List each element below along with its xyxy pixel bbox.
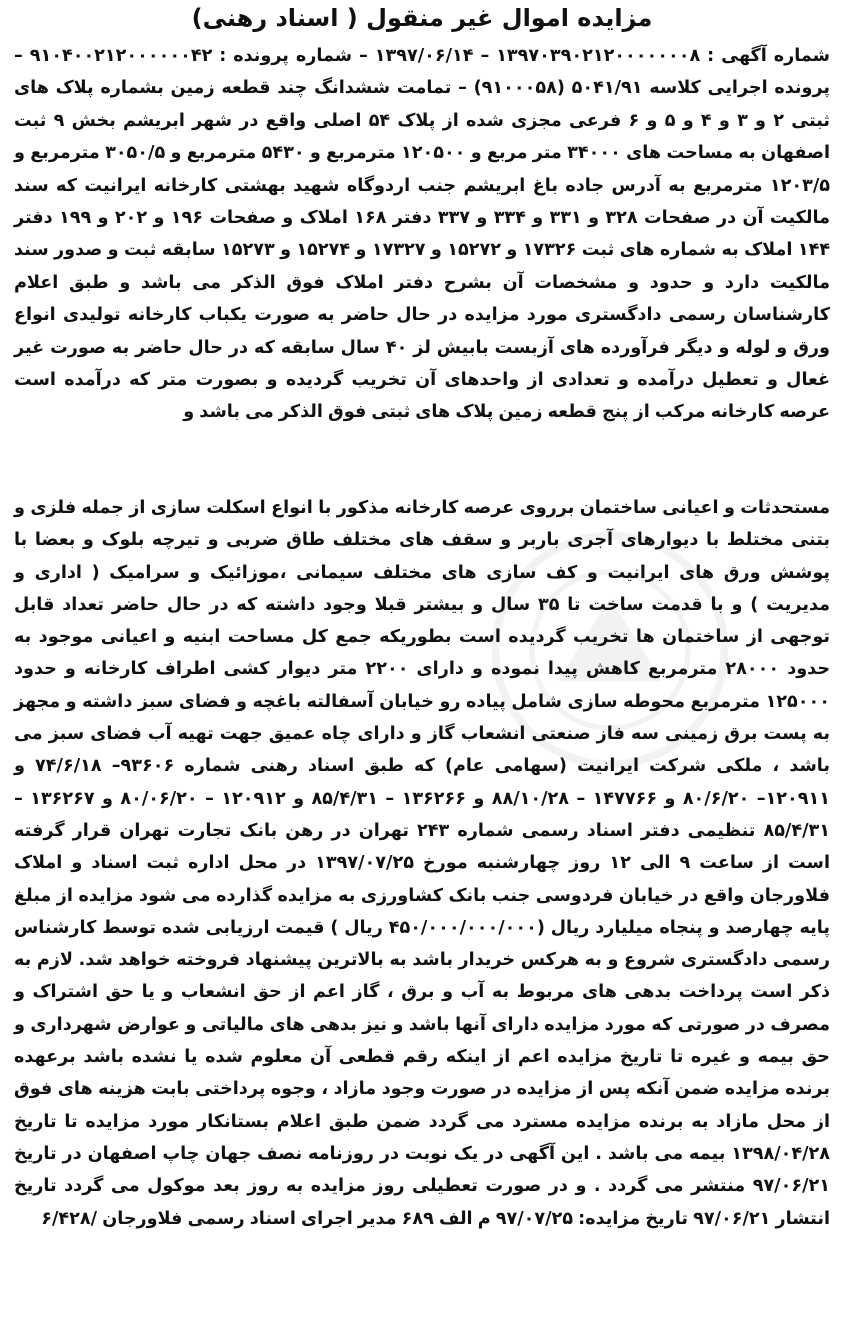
announcement-paragraph-1: شماره آگهی : ۱۳۹۷۰۳۹۰۲۱۲۰۰۰۰۰۰۰۸ – ۱۳۹۷/۰۶/۱۴ – شماره پرونده : ۹۱۰۴۰۰۲۱۲۰۰۰۰۰۰۴۲ – پرونده اجرایی کلاسه ۵۰۴۱/۹۱ (۹۱۰۰۰۵۸) – تمامت ششدانگ چند قطعه زمین بشماره پلاک های ثبتی ۲ و ۳ و ۴ و ۵ و ۶ فرعی مجزی شده از پلاک ۵۴ اصلی واقع در شهر ابریشم بخش ۹ ثبت اصفهان به مساحت های ۳۴۰۰۰ متر مربع و ۱۲۰۵۰۰ مترمربع و ۵۴۳۰ مترمربع و ۳۰۵۰/۵ مترمربع و ۱۲۰۳/۵ مترمربع به آدرس جاده باغ ابریشم جنب اردوگاه شهید بهشتی کارخانه ایرانیت که سند مالکیت آن در صفحات ۳۲۸ و ۳۳۱ و ۳۳۴ و ۳۳۷ دفتر ۱۶۸ املاک و صفحات ۱۹۶ و ۲۰۲ و ۱۹۹ دفتر ۱۴۴ املاک به شماره های ثبت ۱۷۳۲۶ و ۱۵۲۷۲ و ۱۷۳۲۷ و ۱۵۲۷۴ و ۱۵۲۷۳ سابقه ثبت و صدور سند مالکیت دارد و حدود و مشخصات آن بشرح دفتر املاک فوق الذکر می باشد و طبق اعلام کارشناسان رسمی دادگستری مورد مزایده در حال حاضر به صورت یکباب کارخانه تولیدی انواع ورق و لوله و دیگر فرآورده های آزبست بابیش لز ۴۰ سال سابقه که در حال حاضر به صورت غیر غعال و تعطیل درآمده و تعدادی از واحدهای آن تخریب گردیده و بصورت متر که درآمده است عرصه کارخانه مرکب از پنج قطعه زمین پلاک های ثبتی فوق الذکر می باشد و: [14, 46, 831, 423]
announcement-paragraph-2: مستحدثات و اعیانی ساختمان برروی عرصه کارخانه مذکور با انواع اسکلت سازی از جمله فلزی و بتنی مختلط با دیوارهای آجری باربر و سقف های مختلف طاق ضربی و تیرچه بلوک و بعضا با پوشش ورق های ایرانیت و کف سازی های مختلف سیمانی ،موزائیک و سرامیک ( اداری و مدیریت ) و با قدمت ساخت تا ۳۵ سال و بیشتر قبلا وجود داشته که در حال حاضر تعداد قابل توجهی از ساختمان ها تخریب گردیده است بطوریکه جمع کل مساحت ابنیه و اعیانی موجود به حدود ۲۸۰۰۰ مترمربع کاهش پیدا نموده و دارای ۲۲۰۰ متر دیوار کشی اطراف کارخانه و حدود ۱۲۵۰۰۰ مترمربع محوطه سازی شامل پیاده رو خیابان آسفالته باغچه و فضای سبز داشته و مجهز به پست برق زمینی سه فاز صنعتی انشعاب گاز و دارای چاه عمیق جهت تهیه آب فضای سبز می باشد ، ملکی شرکت ایرانیت (سهامی عام) که طبق اسناد رهنی شماره ۹۳۶۰۶– ۷۴/۶/۱۸ و ۱۲۰۹۱۱– ۸۰/۶/۲۰ و ۱۴۷۷۶۶ – ۸۸/۱۰/۲۸ و ۱۳۶۲۶۶ – ۸۵/۴/۳۱ و ۱۲۰۹۱۲ – ۸۰/۰۶/۲۰ و ۱۳۶۲۶۷ – ۸۵/۴/۳۱ تنظیمی دفتر اسناد رسمی شماره ۲۴۳ تهران در رهن بانک تجارت تهران قرار گرفته است از ساعت ۹ الی ۱۲ روز چهارشنبه مورخ ۱۳۹۷/۰۷/۲۵ در محل اداره ثبت اسناد و املاک فلاورجان واقع در خیابان فردوسی جنب بانک کشاورزی به مزایده گذارده می شود مزایده از مبلغ پایه چهارصد و پنجاه میلیارد ریال (۴۵۰/۰۰۰/۰۰۰/۰۰۰ ریال ) قیمت ارزیابی شده توسط کارشناس رسمی دادگستری شروع و به هرکس خریدار باشد به بالاترین پیشنهاد فروخته خواهد شد. لازم به ذکر است پرداخت بدهی های مربوط به آب و برق ، گاز اعم از حق انشعاب و یا حق اشتراک و مصرف در صورتی که مورد مزایده دارای آنها باشد و نیز بدهی های مالیاتی و عوارض شهرداری و حق بیمه و غیره تا تاریخ مزایده اعم از اینکه رقم قطعی آن معلوم شده یا نشده باشد برعهده برنده مزایده ضمن آنکه پس از مزایده در صورت وجود مازاد ، وجوه پرداختی بابت هزینه های فوق از محل مازاد به برنده مزایده مسترد می گردد ضمن طبق اعلام بستانکار مورد مزایده تا تاریخ ۱۳۹۸/۰۴/۲۸ بیمه می باشد . این آگهی در یک نوبت در روزنامه نصف جهان چاپ اصفهان در تاریخ ۹۷/۰۶/۲۱ منتشر می گردد . و در صورت تعطیلی روز مزایده به روز بعد موکول می گردد تاریخ انتشار ۹۷/۰۶/۲۱ تاریخ مزایده: ۹۷/۰۷/۲۵ م الف ۶۸۹ مدیر اجرای اسناد رسمی فلاورجان /۶/۴۲۸: [14, 498, 830, 1229]
announcement-title: مزایده اموال غیر منقول ( اسناد رهنی): [191, 4, 653, 32]
